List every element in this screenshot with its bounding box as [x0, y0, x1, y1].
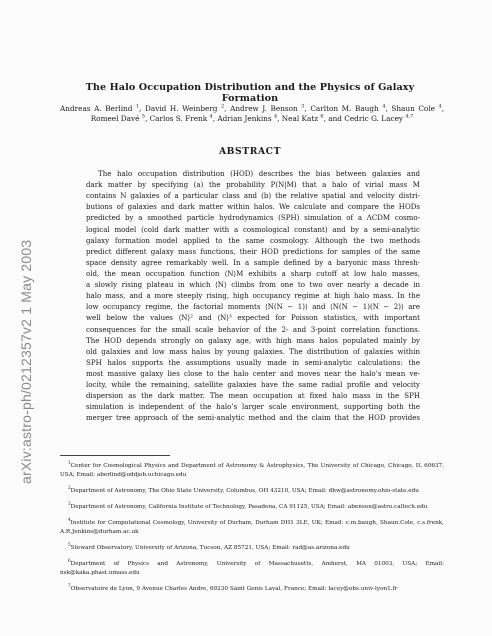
footnote-text: Department of Physics and Astronomy, University of Massachusetts, Amherst, MA 01003, USA; Email: nsk@kaka.phast.umass.edu [60, 561, 444, 576]
footnote-text: Steward Observatory, University of Arizona, Tucson, AZ 85721, USA; Email: rad@as.arizona.edu [70, 544, 350, 551]
footnote-divider [60, 455, 170, 456]
footnote-mark: 4 [68, 517, 71, 523]
footnote-mark: 7 [68, 583, 71, 589]
abstract-line: butions of galaxies and dark matter within halos. We calculate and compare the HODs [86, 202, 420, 212]
author-entry [217, 114, 277, 123]
abstract-line: contains N galaxies of a particular class and (b) the relative spatial and velocity distri- [86, 191, 420, 201]
author-affiliation-mark: 4 [273, 113, 278, 120]
author-entry [91, 114, 145, 123]
footnote-text: Department of Astronomy, California Institute of Technology, Pasadena, CA 91125, USA; Email: abenson@astro.caltech.edu [70, 503, 428, 510]
author-entry [150, 114, 213, 123]
footnote-mark: 1 [68, 460, 71, 466]
abstract-line: low occupancy regime, the factorial moments ⟨N(N − 1)⟩ and ⟨N(N − 1)(N − 2)⟩ are [86, 302, 420, 312]
footnote [60, 503, 444, 512]
abstract-line: simulation is independent of the halo’s larger scale environment, supporting both the [86, 402, 420, 412]
footnote-text: Center for Cosmological Physics and Department of Astronomy & Astrophysics, The University of Chicago, Chicago, IL 60637, USA; Email: aberlind@oddjob.uchicago.edu [60, 463, 444, 478]
abstract-heading: ABSTRACT [218, 146, 282, 157]
author-affiliation-mark: 4 [382, 103, 386, 110]
abstract-line: space density agree remarkably well. In a sample defined by a baryonic mass thresh- [86, 257, 420, 267]
author-entry [391, 104, 441, 113]
arxiv-identifier-stamp: arXiv:astro-ph/0212357v2 1 May 2003 [18, 239, 34, 484]
abstract-body [86, 168, 420, 424]
abstract-line: locity, while the remaining, satellite galaxies have the same radial profile and velocity [86, 380, 420, 390]
author-affiliation-mark: 6 [320, 113, 324, 120]
footnote-mark: 2 [68, 484, 71, 490]
author-name: David H. Weinberg [145, 104, 218, 113]
abstract-line: halo mass, and a more steeply rising, high occupancy regime at high halo mass. In the [86, 291, 420, 301]
footnote-text: Institute for Computational Cosmology, University of Durham, Durham DH1 3LE, UK; Email: c.m.baugh, Shaun.Cole, c.s.frenk, A.R.Jenkins@durham.ac.uk [60, 520, 444, 535]
abstract-line: The halo occupation distribution (HOD) describes the bias between galaxies and [98, 169, 420, 178]
footnote [60, 519, 444, 536]
author-name: Romeel Davé [90, 114, 140, 124]
abstract-line: dispersion as the dark matter. The mean occupation at fixed halo mass in the SPH [86, 391, 420, 401]
author-entry [282, 114, 324, 123]
author-name: Shaun Cole [391, 104, 435, 113]
abstract-line: logical model (cold dark matter with a cosmological constant) and by a semi-analytic [86, 224, 420, 234]
author-name: Andrew J. Benson [230, 104, 298, 113]
author-name: Andreas A. Berlind [60, 104, 133, 113]
author-name: Carlos S. Frenk [149, 114, 208, 124]
author-affiliation-mark: 2 [221, 103, 225, 110]
footnote-text: Department of Astronomy, The Ohio State University, Columbus, OH 43210, USA; Email: dhw@astronomy.ohio-state.edu [70, 487, 419, 494]
author-affiliation-mark: 4,7 [405, 113, 414, 120]
author-name: Neal Katz [281, 114, 319, 124]
footnote-mark: 3 [68, 501, 71, 507]
abstract-line: old, the mean occupation function ⟨N⟩M exhibits a sharp cutoff at low halo masses, [86, 268, 420, 278]
abstract-line: merger tree approach of the semi-analytic method and the claim that the HOD provides [86, 413, 420, 423]
author-affiliation-mark: 4 [438, 103, 442, 110]
abstract-line: most massive galaxy lies close to the halo center and moves near the halo’s mean ve- [86, 368, 420, 378]
footnote [60, 484, 444, 496]
author-name: Carlton M. Baugh [310, 104, 379, 113]
paper-title: The Halo Occupation Distribution and the Physics of Galaxy Formation [85, 82, 415, 104]
abstract-line: The HOD depends strongly on galaxy age, with high mass halos populated mainly by [86, 335, 420, 345]
author-name: and Cedric G. Lacey [328, 114, 404, 124]
author-entry [230, 104, 304, 113]
abstract-line: a slowly rising plateau in which ⟨N⟩ climbs from one to two over nearly a decade in [86, 280, 420, 290]
author-entry [60, 104, 139, 113]
abstract-line: dark matter by specifying (a) the probability P(N|M) that a halo of virial mass M [86, 180, 420, 190]
author-affiliation-mark: 3 [301, 103, 305, 110]
footnote-list [60, 462, 444, 601]
author-entry [310, 104, 385, 113]
author-name: Adrian Jenkins [217, 114, 272, 124]
abstract-line: old galaxies and low mass halos by young galaxies. The distribution of galaxies within [86, 346, 420, 356]
author-affiliation-mark: 1 [135, 103, 140, 110]
footnote-text: Observatoire de Lyon, 9 Avenue Charles Andre, 69230 Saint Genis Laval, France; Email: lacey@obs.univ-lyon1.fr [70, 585, 398, 592]
abstract-line: galaxy formation model applied to the same cosmology. Although the two methods [86, 235, 420, 245]
author-entry [328, 114, 413, 123]
footnote [60, 560, 444, 577]
footnote [60, 462, 444, 479]
footnote [60, 585, 444, 594]
author-list: Andreas A. Berlind $^1$, David H. Weinberg $^2$, Andrew J. Benson $^3$, Carlton M. Baugh $^4$, Shaun Cole $^4$, Romeel Davé $^5$, Carlos S. Frenk $^4$, Adrian Jenkins $^4$, Neal Katz $^6$, and Cedric G. Lacey $^{4,7}$ [60, 103, 445, 124]
footnote-mark: 5 [68, 542, 71, 548]
author-affiliation-mark: 4 [209, 113, 213, 120]
author-entry [145, 104, 224, 113]
abstract-line: well below the values ⟨N⟩² and ⟨N⟩³ expected for Poisson statistics, with important [86, 313, 420, 323]
footnote [60, 544, 444, 553]
abstract-line: consequences for the small scale behavior of the 2- and 3-point correlation functions. [86, 324, 420, 334]
footnote-mark: 6 [68, 558, 71, 564]
abstract-line: predicted by a smoothed particle hydrodynamics (SPH) simulation of a ΛCDM cosmo- [86, 213, 420, 223]
abstract-line: SPH halos supports the assumptions usually made in semi-analytic calculations: the [86, 357, 420, 367]
author-affiliation-mark: 5 [141, 113, 145, 120]
abstract-line: predict different galaxy mass functions, their HOD predictions for samples of the same [86, 246, 420, 256]
